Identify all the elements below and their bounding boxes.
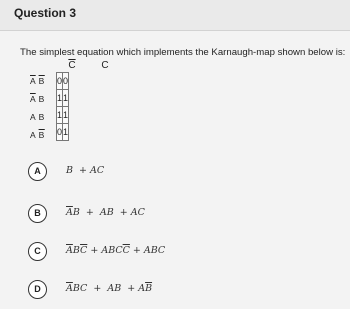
kmap-cell: 0	[57, 73, 63, 90]
option-a[interactable]	[28, 162, 328, 182]
kmap-row	[57, 124, 69, 141]
kmap-row	[57, 90, 69, 107]
kmap-cell: 1	[63, 107, 69, 124]
kmap-cell: 0	[63, 73, 69, 90]
kmap-row	[57, 107, 69, 124]
kmap-row-label-abar-bbar: $\overline{A}$ $\overline{B}$	[30, 76, 45, 86]
kmap-cell: 1	[57, 107, 63, 124]
option-b-expression: $\overline{A}B$ + AB + AC	[66, 207, 145, 218]
kmap-cell: 0	[57, 124, 63, 141]
kmap-cell: 1	[57, 90, 63, 107]
option-d-radio[interactable]: D	[28, 280, 47, 299]
question-title: Question 3	[14, 6, 77, 20]
kmap-row-label-a-bbar: A $\overline{B}$	[30, 130, 45, 140]
kmap-row-label-abar-b: $\overline{A}$ B	[30, 94, 45, 104]
kmap-row-label-a-b: A B	[30, 112, 45, 122]
question-prompt: The simplest equation which implements the Karnaugh-map shown below is:	[20, 47, 346, 58]
option-b[interactable]	[28, 204, 328, 224]
option-d[interactable]	[28, 280, 328, 300]
kmap-cell: 1	[63, 90, 69, 107]
kmap-grid	[56, 72, 69, 141]
option-d-expression: $\overline{A}BC$ + AB + $A\overline{B}$	[66, 283, 153, 294]
kmap-row	[57, 73, 69, 90]
kmap-cell: 1	[63, 124, 69, 141]
option-c[interactable]	[28, 242, 328, 262]
option-b-radio[interactable]: B	[28, 204, 47, 223]
kmap-col-header-c: C	[101, 60, 109, 71]
option-c-radio[interactable]: C	[28, 242, 47, 261]
option-a-expression: B + AC	[66, 165, 105, 176]
option-a-radio[interactable]: A	[28, 162, 47, 181]
kmap-col-header-cbar: $\overline{C}$	[68, 60, 76, 71]
option-c-expression: $\overline{A}B\overline{C} + ABC\overline{C}$ + ABC	[66, 245, 166, 256]
question-header	[0, 0, 350, 31]
